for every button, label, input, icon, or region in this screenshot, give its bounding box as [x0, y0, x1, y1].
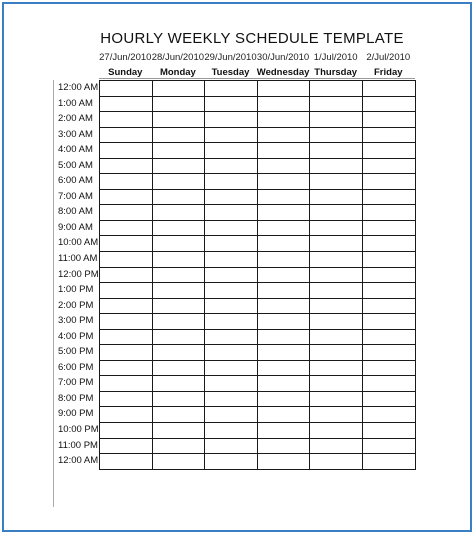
schedule-cell[interactable] — [152, 438, 205, 454]
schedule-cell[interactable] — [152, 143, 205, 159]
schedule-cell[interactable] — [257, 205, 310, 221]
schedule-cell[interactable] — [205, 314, 258, 330]
table-row — [100, 267, 416, 283]
schedule-cell[interactable] — [257, 158, 310, 174]
schedule-cell[interactable] — [152, 391, 205, 407]
date-label: 27/Jun/2010 — [99, 52, 152, 63]
schedule-cell[interactable] — [257, 81, 310, 97]
time-label: 7:00 AM — [58, 190, 93, 202]
schedule-cell[interactable] — [362, 143, 415, 159]
table-row — [100, 236, 416, 252]
table-row — [100, 96, 416, 112]
schedule-cell[interactable] — [257, 407, 310, 423]
schedule-cell[interactable] — [152, 407, 205, 423]
schedule-cell[interactable] — [257, 112, 310, 128]
schedule-cell[interactable] — [310, 454, 363, 470]
time-label: 5:00 PM — [58, 346, 94, 358]
schedule-grid — [99, 80, 416, 470]
time-label: 11:00 AM — [58, 253, 98, 265]
schedule-cell[interactable] — [152, 423, 205, 439]
schedule-cell[interactable] — [362, 391, 415, 407]
table-row — [100, 252, 416, 268]
schedule-cell[interactable] — [205, 96, 258, 112]
schedule-cell[interactable] — [100, 314, 153, 330]
schedule-cell[interactable] — [257, 454, 310, 470]
time-label: 10:00 AM — [58, 237, 99, 249]
time-label: 9:00 AM — [58, 221, 93, 233]
time-label: 4:00 AM — [58, 144, 93, 156]
schedule-cell[interactable] — [362, 252, 415, 268]
schedule-cell[interactable] — [362, 314, 415, 330]
time-label: 8:00 AM — [58, 206, 93, 218]
schedule-cell[interactable] — [152, 454, 205, 470]
time-label: 8:00 PM — [58, 392, 94, 404]
schedule-cell[interactable] — [100, 329, 153, 345]
schedule-cell[interactable] — [257, 174, 310, 190]
schedule-cell[interactable] — [310, 267, 363, 283]
schedule-cell[interactable] — [257, 360, 310, 376]
schedule-cell[interactable] — [100, 298, 153, 314]
schedule-cell[interactable] — [310, 360, 363, 376]
time-label: 2:00 AM — [58, 113, 93, 125]
day-label: Thursday — [314, 67, 358, 78]
schedule-cell[interactable] — [257, 314, 310, 330]
schedule-cell[interactable] — [362, 329, 415, 345]
table-row — [100, 407, 416, 423]
page-title: HOURLY WEEKLY SCHEDULE TEMPLATE — [100, 30, 404, 47]
schedule-cell[interactable] — [257, 252, 310, 268]
schedule-cell[interactable] — [362, 267, 415, 283]
schedule-cell[interactable] — [257, 345, 310, 361]
schedule-cell[interactable] — [205, 236, 258, 252]
schedule-cell[interactable] — [152, 174, 205, 190]
schedule-cell[interactable] — [257, 220, 310, 236]
schedule-cell[interactable] — [310, 438, 363, 454]
time-label: 12:00 AM — [58, 455, 99, 467]
schedule-cell[interactable] — [362, 205, 415, 221]
table-row — [100, 298, 416, 314]
schedule-cell[interactable] — [100, 112, 153, 128]
schedule-cell[interactable] — [362, 423, 415, 439]
day-label: Wednesday — [256, 67, 310, 78]
schedule-cell[interactable] — [100, 174, 153, 190]
schedule-cell[interactable] — [257, 376, 310, 392]
schedule-cell[interactable] — [100, 423, 153, 439]
schedule-cell[interactable] — [100, 158, 153, 174]
schedule-cell[interactable] — [310, 407, 363, 423]
schedule-cell[interactable] — [362, 438, 415, 454]
schedule-cell[interactable] — [257, 267, 310, 283]
time-label: 3:00 PM — [58, 315, 94, 327]
table-row — [100, 220, 416, 236]
schedule-cell[interactable] — [152, 345, 205, 361]
schedule-cell[interactable] — [205, 112, 258, 128]
schedule-cell[interactable] — [100, 205, 153, 221]
schedule-cell[interactable] — [310, 127, 363, 143]
time-column-border — [53, 80, 54, 507]
schedule-cell[interactable] — [205, 298, 258, 314]
date-label: 1/Jul/2010 — [313, 52, 358, 63]
schedule-cell[interactable] — [257, 391, 310, 407]
day-label: Tuesday — [211, 67, 250, 78]
schedule-cell[interactable] — [257, 189, 310, 205]
schedule-cell[interactable] — [257, 298, 310, 314]
schedule-cell[interactable] — [310, 205, 363, 221]
time-column — [55, 80, 99, 469]
table-row — [100, 112, 416, 128]
schedule-cell[interactable] — [205, 345, 258, 361]
schedule-cell[interactable] — [100, 360, 153, 376]
schedule-cell[interactable] — [205, 360, 258, 376]
schedule-cell[interactable] — [362, 112, 415, 128]
time-label: 7:00 PM — [58, 377, 94, 389]
schedule-cell[interactable] — [152, 81, 205, 97]
schedule-cell[interactable] — [205, 158, 258, 174]
table-row — [100, 81, 416, 97]
schedule-cell[interactable] — [100, 454, 153, 470]
schedule-cell[interactable] — [205, 407, 258, 423]
schedule-cell[interactable] — [362, 158, 415, 174]
schedule-cell[interactable] — [100, 220, 153, 236]
schedule-cell[interactable] — [205, 174, 258, 190]
schedule-cell[interactable] — [152, 252, 205, 268]
schedule-cell[interactable] — [310, 329, 363, 345]
schedule-cell[interactable] — [205, 127, 258, 143]
time-label: 5:00 AM — [58, 159, 93, 171]
schedule-cell[interactable] — [362, 236, 415, 252]
schedule-cell[interactable] — [362, 189, 415, 205]
schedule-cell[interactable] — [257, 423, 310, 439]
table-row — [100, 143, 416, 159]
schedule-cell[interactable] — [152, 158, 205, 174]
schedule-cell[interactable] — [205, 283, 258, 299]
schedule-cell[interactable] — [310, 423, 363, 439]
table-row — [100, 454, 416, 470]
schedule-cell[interactable] — [362, 283, 415, 299]
table-row — [100, 376, 416, 392]
time-label: 3:00 AM — [58, 128, 93, 140]
table-row — [100, 438, 416, 454]
schedule-cell[interactable] — [310, 174, 363, 190]
table-row — [100, 391, 416, 407]
schedule-cell[interactable] — [152, 96, 205, 112]
schedule-cell[interactable] — [310, 112, 363, 128]
schedule-cell[interactable] — [205, 252, 258, 268]
schedule-cell[interactable] — [257, 127, 310, 143]
schedule-cell[interactable] — [100, 127, 153, 143]
schedule-cell[interactable] — [310, 236, 363, 252]
schedule-cell[interactable] — [257, 283, 310, 299]
day-label: Friday — [374, 67, 403, 78]
date-label: 2/Jul/2010 — [366, 52, 411, 63]
schedule-cell[interactable] — [152, 112, 205, 128]
time-label: 11:00 PM — [58, 439, 98, 451]
time-label: 12:00 AM — [58, 82, 99, 93]
schedule-cell[interactable] — [257, 96, 310, 112]
schedule-cell[interactable] — [257, 143, 310, 159]
schedule-cell[interactable] — [362, 81, 415, 97]
time-label: 4:00 PM — [58, 330, 94, 342]
schedule-cell[interactable] — [152, 360, 205, 376]
schedule-cell[interactable] — [152, 267, 205, 283]
day-label: Monday — [159, 67, 196, 78]
schedule-cell[interactable] — [205, 376, 258, 392]
schedule-cell[interactable] — [205, 329, 258, 345]
schedule-cell[interactable] — [100, 189, 153, 205]
date-label: 30/Jun/2010 — [256, 52, 310, 63]
schedule-cell[interactable] — [310, 298, 363, 314]
schedule-cell[interactable] — [310, 158, 363, 174]
table-row — [100, 360, 416, 376]
schedule-cell[interactable] — [152, 189, 205, 205]
schedule-cell[interactable] — [100, 391, 153, 407]
schedule-cell[interactable] — [205, 438, 258, 454]
schedule-cell[interactable] — [205, 391, 258, 407]
time-label: 6:00 AM — [58, 175, 93, 187]
schedule-cell[interactable] — [152, 376, 205, 392]
time-label: 2:00 PM — [58, 299, 94, 311]
schedule-cell[interactable] — [100, 252, 153, 268]
table-row — [100, 127, 416, 143]
day-label: Sunday — [108, 67, 143, 78]
schedule-cell[interactable] — [152, 329, 205, 345]
time-label: 10:00 PM — [58, 424, 99, 436]
schedule-cell[interactable] — [310, 391, 363, 407]
schedule-cell[interactable] — [310, 283, 363, 299]
schedule-cell[interactable] — [310, 81, 363, 97]
schedule-cell[interactable] — [100, 267, 153, 283]
schedule-cell[interactable] — [100, 81, 153, 97]
schedule-cell[interactable] — [362, 376, 415, 392]
schedule-cell[interactable] — [205, 205, 258, 221]
schedule-cell[interactable] — [362, 298, 415, 314]
date-label: 28/Jun/2010 — [151, 52, 205, 63]
schedule-cell[interactable] — [205, 267, 258, 283]
schedule-cell[interactable] — [362, 220, 415, 236]
schedule-cell[interactable] — [100, 96, 153, 112]
table-row — [100, 283, 416, 299]
schedule-cell[interactable] — [100, 438, 153, 454]
schedule-cell[interactable] — [362, 454, 415, 470]
header-divider — [99, 78, 415, 79]
table-row — [100, 329, 416, 345]
schedule-cell[interactable] — [310, 220, 363, 236]
time-label: 12:00 PM — [58, 268, 99, 280]
schedule-cell[interactable] — [100, 376, 153, 392]
schedule-cell[interactable] — [100, 143, 153, 159]
schedule-cell[interactable] — [205, 220, 258, 236]
schedule-cell[interactable] — [310, 314, 363, 330]
schedule-cell[interactable] — [100, 345, 153, 361]
schedule-cell[interactable] — [100, 236, 153, 252]
table-row — [100, 189, 416, 205]
schedule-cell[interactable] — [152, 298, 205, 314]
schedule-cell[interactable] — [257, 236, 310, 252]
time-label: 1:00 PM — [58, 284, 94, 296]
schedule-cell[interactable] — [205, 189, 258, 205]
table-row — [100, 345, 416, 361]
table-row — [100, 314, 416, 330]
table-row — [100, 205, 416, 221]
schedule-cell[interactable] — [100, 407, 153, 423]
schedule-cell[interactable] — [257, 329, 310, 345]
schedule-cell[interactable] — [205, 454, 258, 470]
day-header-row — [99, 67, 415, 78]
time-label: 6:00 PM — [58, 361, 94, 373]
date-label: 29/Jun/2010 — [204, 52, 257, 63]
schedule-cell[interactable] — [152, 220, 205, 236]
schedule-cell[interactable] — [362, 407, 415, 423]
schedule-cell[interactable] — [310, 376, 363, 392]
table-row — [100, 174, 416, 190]
schedule-cell[interactable] — [152, 127, 205, 143]
schedule-cell[interactable] — [310, 345, 363, 361]
schedule-cell[interactable] — [362, 174, 415, 190]
time-label: 1:00 AM — [58, 97, 93, 109]
schedule-cell[interactable] — [257, 438, 310, 454]
schedule-cell[interactable] — [152, 314, 205, 330]
schedule-cell[interactable] — [152, 236, 205, 252]
schedule-cell[interactable] — [362, 127, 415, 143]
time-label: 9:00 PM — [58, 408, 94, 420]
schedule-cell[interactable] — [310, 189, 363, 205]
schedule-cell[interactable] — [100, 283, 153, 299]
schedule-cell[interactable] — [362, 345, 415, 361]
schedule-cell[interactable] — [362, 96, 415, 112]
schedule-cell[interactable] — [205, 423, 258, 439]
schedule-cell[interactable] — [205, 81, 258, 97]
schedule-cell[interactable] — [152, 205, 205, 221]
schedule-cell[interactable] — [362, 360, 415, 376]
schedule-cell[interactable] — [310, 252, 363, 268]
date-header-row — [99, 52, 415, 63]
schedule-cell[interactable] — [152, 283, 205, 299]
schedule-cell[interactable] — [310, 143, 363, 159]
table-row — [100, 423, 416, 439]
schedule-cell[interactable] — [205, 143, 258, 159]
table-row — [100, 158, 416, 174]
schedule-cell[interactable] — [310, 96, 363, 112]
